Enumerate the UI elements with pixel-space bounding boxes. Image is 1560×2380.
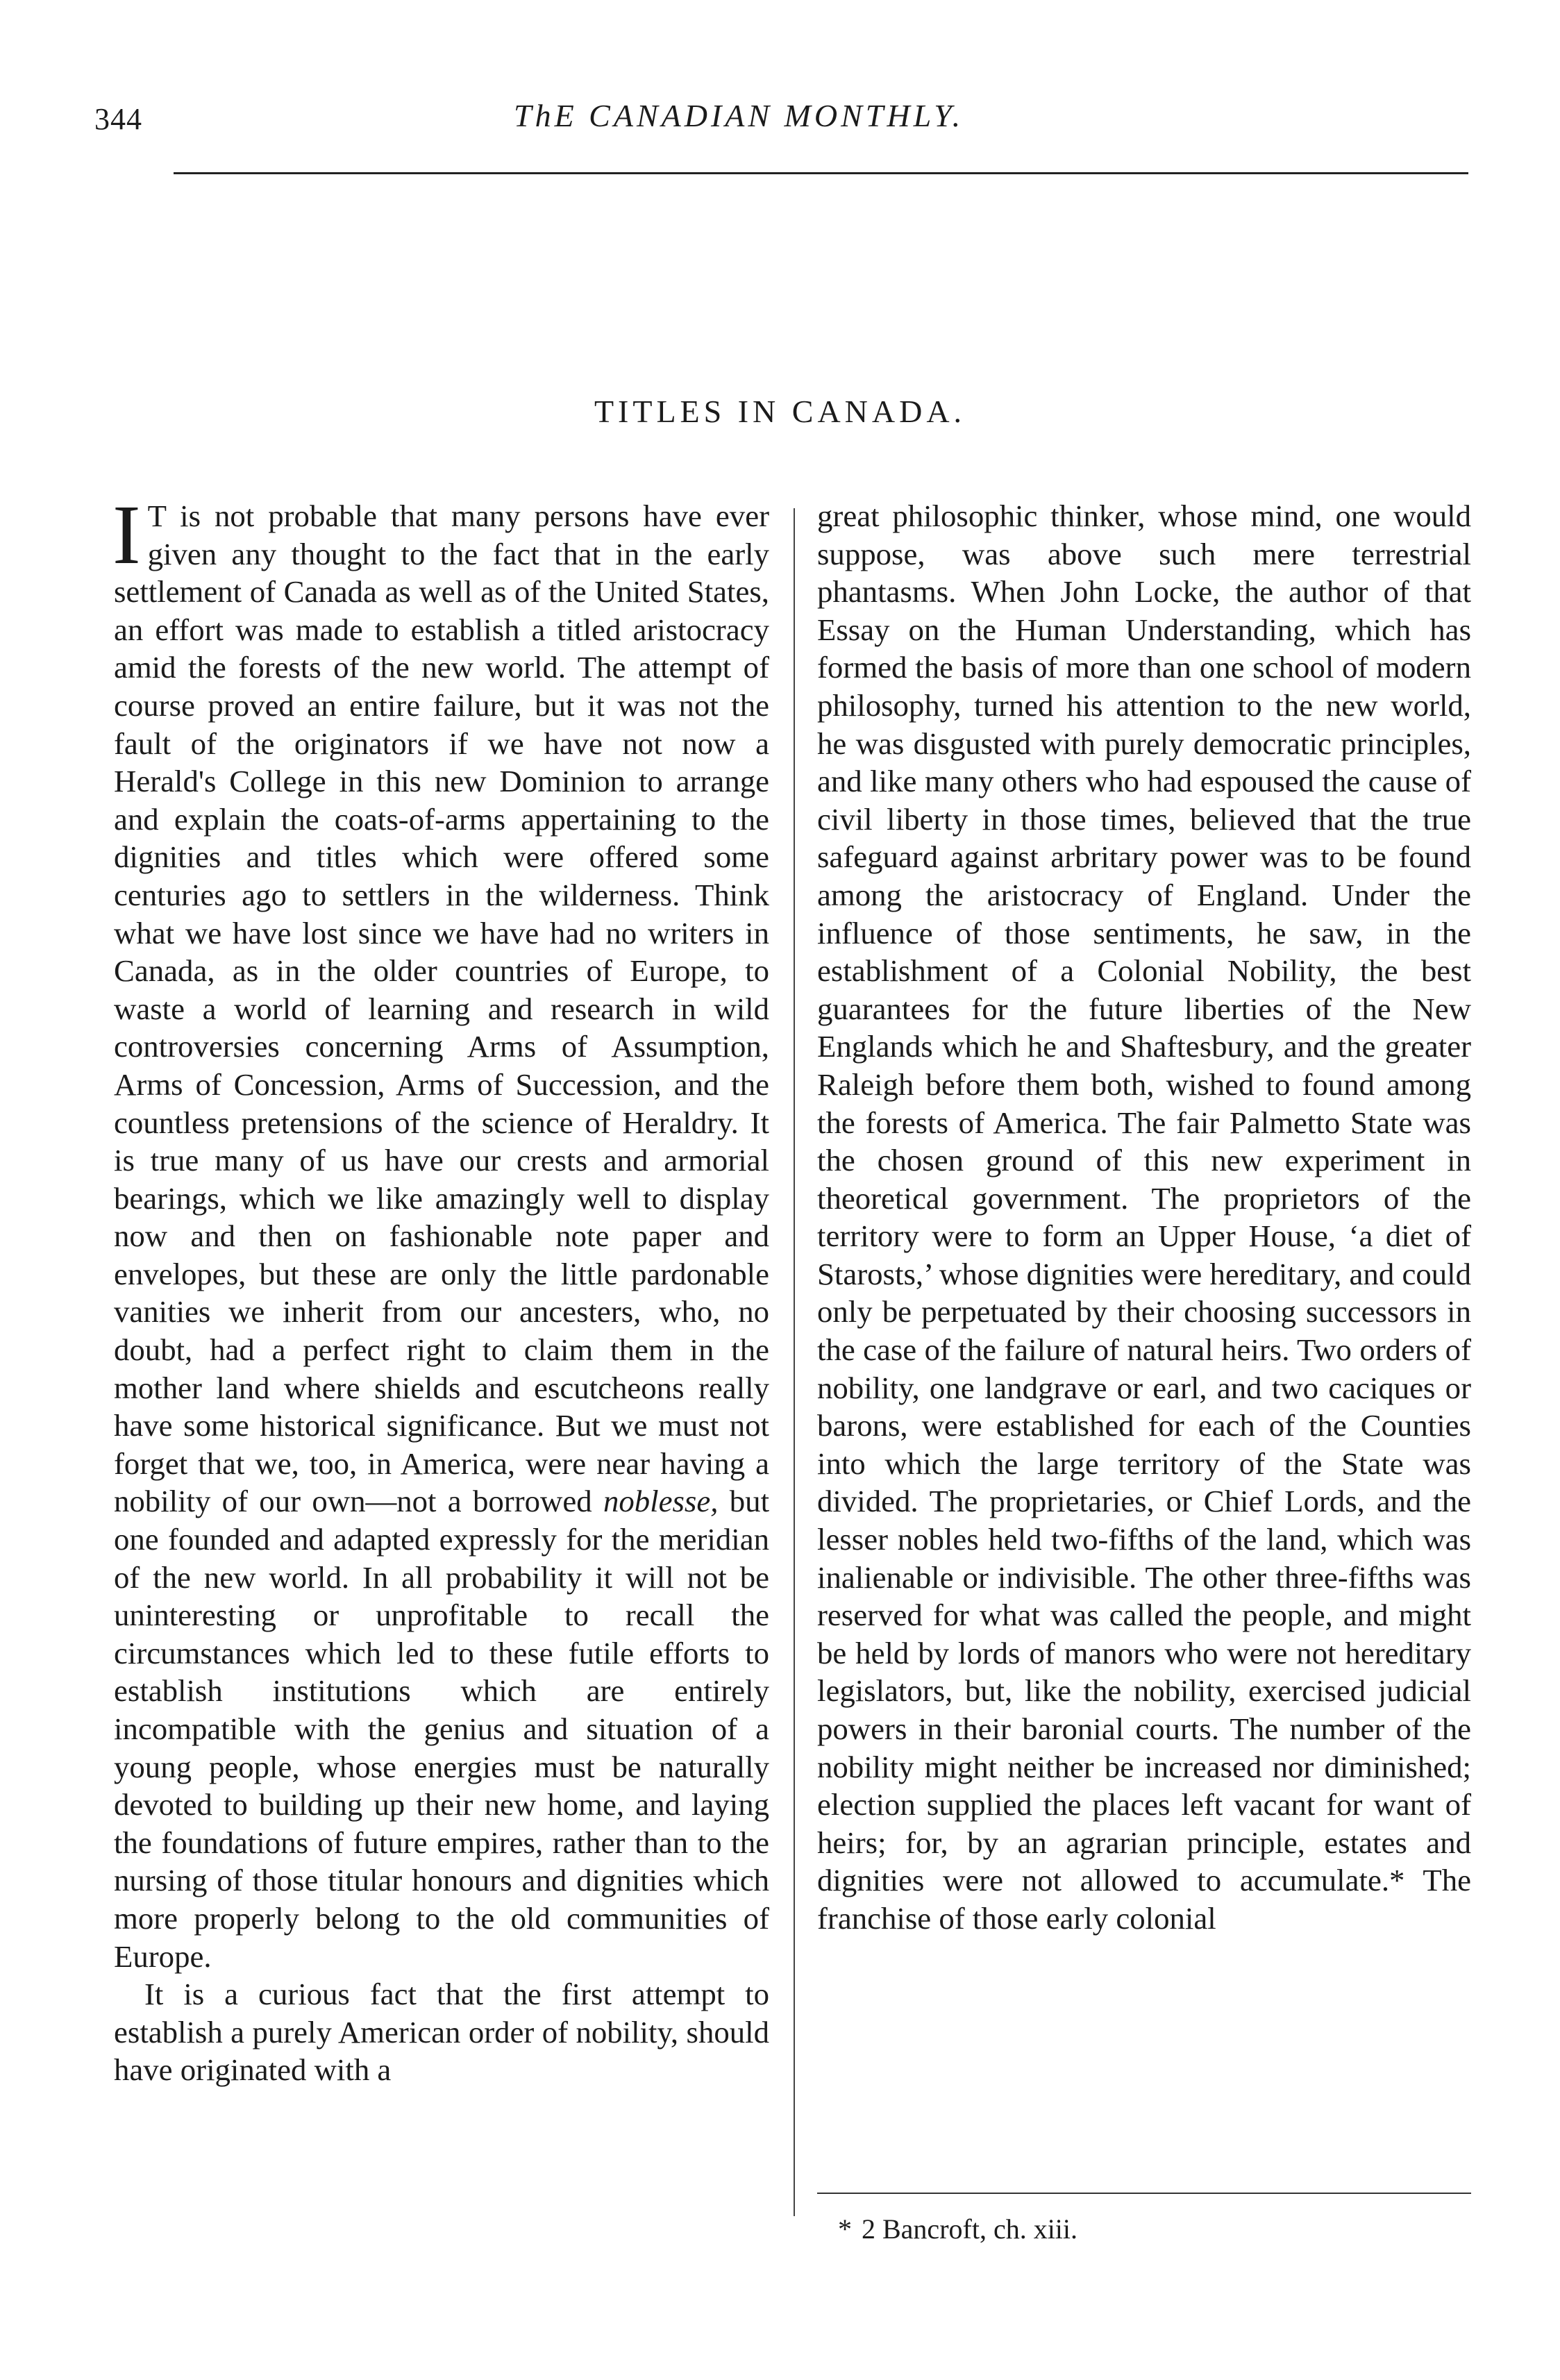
paragraph-text: T is not probable that many persons have ever given any thought to the fact that in the early settlement of Canada as well as of the United States, an effort was made to establish a titled aristocracy amid the forests of the new world. The attempt of course proved an entire failure, but it was not the fault of the originators if we have not now a Herald's College in this new Dominion to arrange and explain the coats-of-arms appertaining to the dignities and titles which were offered some centuries ago to settlers in the wilderness. Think what we have lost since we have had no writers in Canada, as in the older countries of Europe, to waste a world of learning and research in wild controversies concerning Arms of Assumption, Arms of Concession, Arms of Succession, and the countless pretensions of the science of Heraldry. It is true many of us have our crests and armorial bearings, which we like amazingly well to display now and then on fashionable note paper and envelopes, but these are only the little pardonable vanities we inherit from our ancesters, who, no doubt, had a perfect right to claim them in the mother land where shields and escutcheons really have some historical significance. But we must not forget that we, too, in America, were near having a nobility of our own—not a borrowed [114,498,769,1519]
footnote-rule [817,2193,1471,2194]
article-paragraph [112,488,770,1975]
column-divider [794,508,795,2216]
running-head: ThE CANADIAN MONTHLY. [514,98,964,133]
article-title: TITLES IN CANADA. [594,394,966,429]
footnote [838,2212,1077,2247]
drop-cap: I [112,488,141,582]
right-column [817,497,1471,1938]
header-rule [174,172,1468,174]
left-column [112,488,770,2089]
page-number: 344 [94,102,142,136]
footnote-text: 2 Bancroft, ch. xiii. [862,2213,1078,2245]
article-paragraph: It is a curious fact that the first attempt to establish a purely American order of nobility, should have originated with a [114,1977,769,2088]
italic-term: noblesse, [603,1484,719,1519]
paragraph-text: but one founded and adapted expressly for the meridian of the new world. In all probability it will not be uninteresting or unprofitable to recall the circumstances which led to these futile efforts to establish institutions which are entirely incompatible with the genius and situation of a young people, whose energies must be naturally devoted to building up their new home, and laying the foundations of future empires, rather than to the nursing of those titular honours and dignities which more properly belong to the old communities of Europe. [114,1484,770,1974]
footnote-marker: * [838,2213,852,2245]
article-paragraph: great philosophic thinker, whose mind, one would suppose, was above such mere terrestrial phantasms. When John Locke, the author of that Essay on the Human Understanding, which has formed the basis of more than one school of modern philosophy, turned his attention to the new world, he was disgusted with purely democratic principles, and like many others who had espoused the cause of civil liberty in those times, believed that the true safeguard against arbritary power was to be found among the aristocracy of England. Under the influence of those sentiments, he saw, in the establishment of a Colonial Nobility, the best guarantees for the future liberties of the New Englands which he and Shaftesbury, and the greater Raleigh before them both, wished to found among the forests of America. The fair Palmetto State was the chosen ground of this new experiment in theoretical government. The proprietors of the territory were to form an Upper House, ‘a diet of Starosts,’ whose dignities were hereditary, and could only be perpetuated by their choosing successors in the case of the failure of natural heirs. Two orders of nobility, one landgrave or earl, and two caciques or barons, were established for each of the Counties into which the large territory of the State was divided. The proprietaries, or Chief Lords, and the lesser nobles held two-fifths of the land, which was inalienable or indivisible. The other three-fifths was reserved for what was called the people, and might be held by lords of manors who were not hereditary legislators, but, like the nobility, exercised judicial powers in their baronial courts. The number of the nobility might neither be increased nor diminished; election supplied the places left vacant for want of heirs; for, by an agrarian principle, estates and dignities were not allowed to accumulate.* The franchise of those early colonial [817,498,1471,1936]
